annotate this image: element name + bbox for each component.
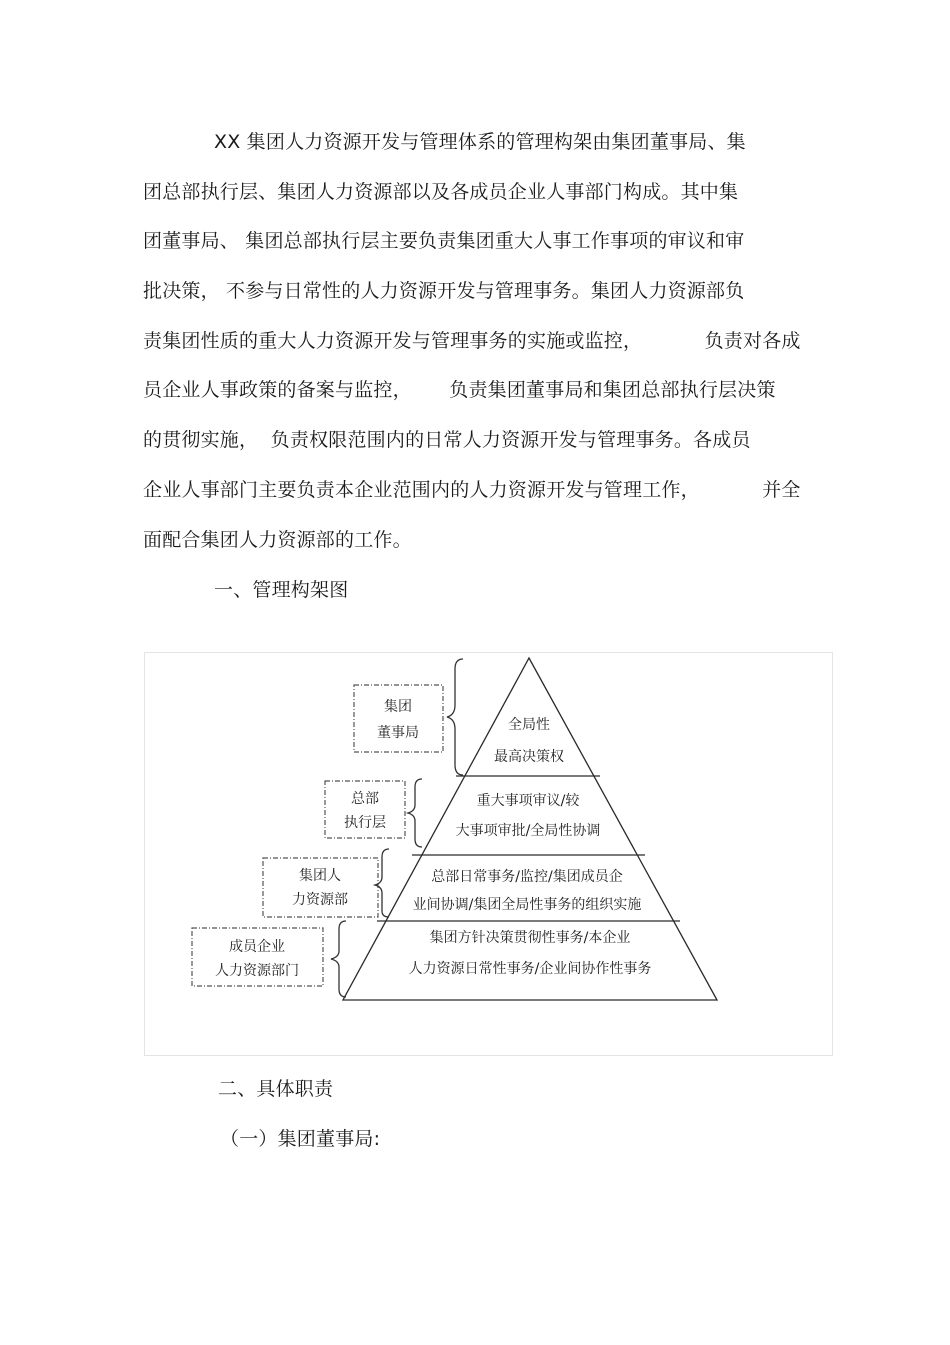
level3-duty-line2: 业间协调/集团全局性事务的组织实施 xyxy=(412,897,642,913)
org-pyramid-diagram xyxy=(144,652,833,1056)
level2-name-line1: 总部 xyxy=(351,791,379,807)
level1-name-line1: 集团 xyxy=(384,699,412,715)
paragraph-line: 面配合集团人力资源部的工作。 xyxy=(143,529,412,551)
level2-brace xyxy=(408,779,422,847)
paragraph-line: 团总部执行层、集团人力资源部以及各成员企业人事部门构成。其中集 xyxy=(143,181,739,203)
paragraph-line: 的贯彻实施， 负责权限范围内的日常人力资源开发与管理事务。各成员 xyxy=(143,429,751,451)
level1-duty-line1: 全局性 xyxy=(508,717,550,733)
level4-name-line2: 人力资源部门 xyxy=(215,963,299,979)
level3-name-box xyxy=(263,858,378,917)
level2-name-line2: 执行层 xyxy=(344,815,386,831)
paragraph-line: 批决策， 不参与日常性的人力资源开发与管理事务。集团人力资源部负 xyxy=(143,280,745,302)
paragraph-line: 员企业人事政策的备案与监控， 负责集团董事局和集团总部执行层决策 xyxy=(143,379,776,401)
level4-duty-line2: 人力资源日常性事务/企业间协作性事务 xyxy=(408,961,652,977)
level3-duty-line1: 总部日常事务/监控/集团成员企 xyxy=(431,869,623,885)
level3-brace xyxy=(375,849,389,917)
level4-name-line1: 成员企业 xyxy=(229,939,285,955)
level1-name-box xyxy=(354,685,443,752)
paragraph-line: 责集团性质的重大人力资源开发与管理事务的实施或监控， 负责对各成 xyxy=(143,330,801,352)
section-heading-responsibilities: 二、具体职责 xyxy=(218,1078,334,1100)
paragraph-line: 企业人事部门主要负责本企业范围内的人力资源开发与管理工作， 并全 xyxy=(143,479,801,501)
level4-duty-line1: 集团方针决策贯彻性事务/本企业 xyxy=(429,930,631,946)
level4-brace xyxy=(331,921,346,997)
paragraph-line: XX 集团人力资源开发与管理体系的管理构架由集团董事局、集 xyxy=(214,131,746,153)
level3-name-line2: 力资源部 xyxy=(292,892,348,908)
section-heading-structure-chart: 一、管理构架图 xyxy=(214,579,349,601)
level3-name-line1: 集团人 xyxy=(299,868,341,884)
level2-duty-line1: 重大事项审议/较 xyxy=(476,793,580,809)
subsection-heading-board: （一）集团董事局: xyxy=(220,1128,381,1150)
level1-name-line2: 董事局 xyxy=(377,725,419,741)
paragraph-line: 团董事局、 集团总部执行层主要负责集团重大人事工作事项的审议和审 xyxy=(143,230,745,252)
level2-duty-line2: 大事项审批/全局性协调 xyxy=(455,823,601,839)
level1-brace xyxy=(447,659,463,775)
level1-duty-line2: 最高决策权 xyxy=(494,749,564,765)
